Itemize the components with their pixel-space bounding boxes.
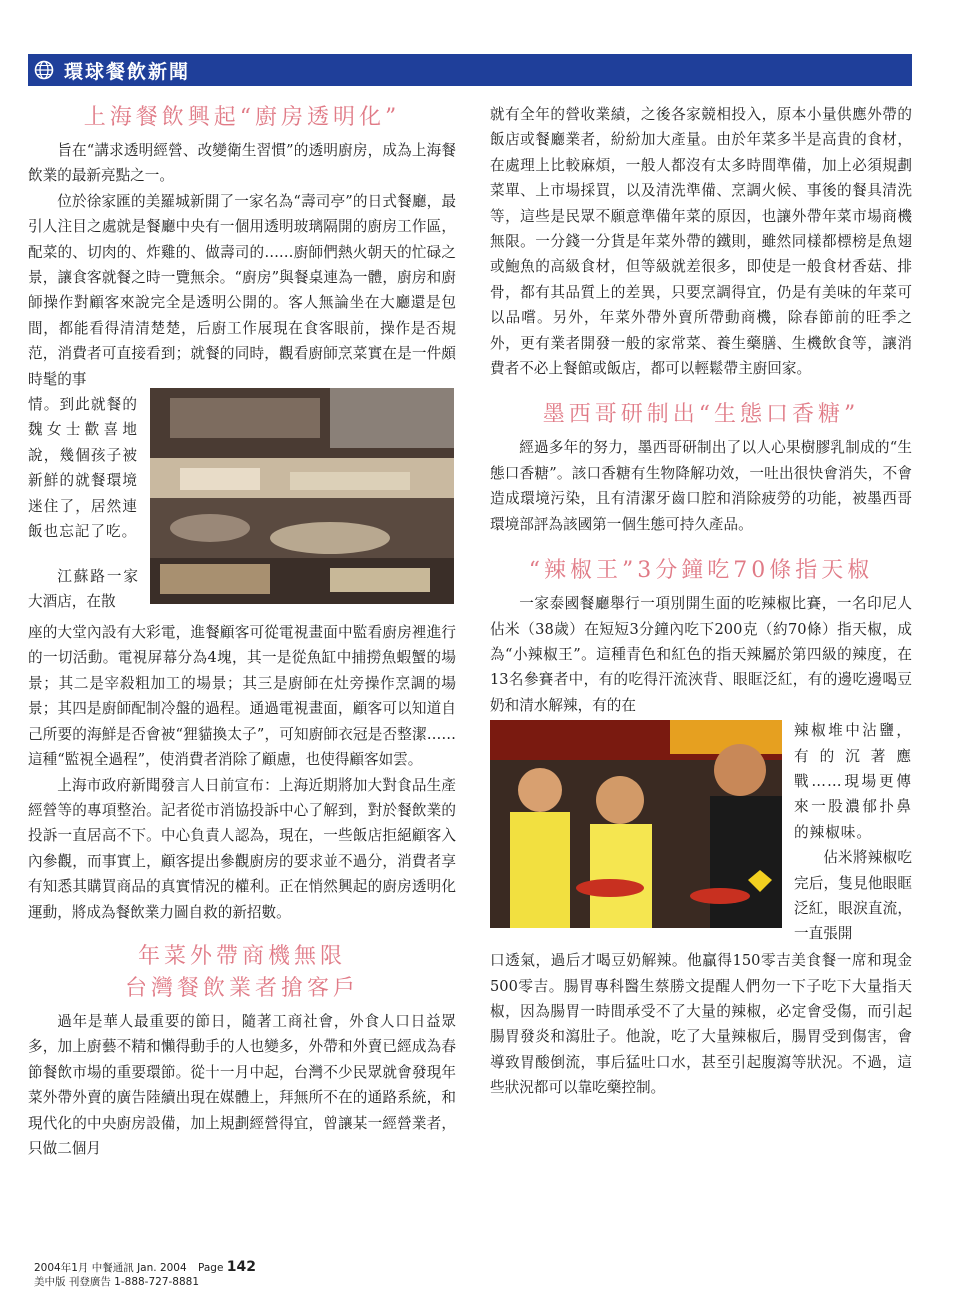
chili-contest-photo [490, 720, 782, 928]
mexico-headline: 墨西哥研制出“生態口香糖” [542, 402, 860, 428]
taiwan-paragraph-1: 過年是華人最重要的節日，隨著工商社會，外食人口日益眾多，加上廚藝不精和懶得動手的人也變多，外帶和外賣已經成為春節餐飲市場的重要環節。從十一月中起，台灣不少民眾就會發現年菜外帶外賣的廣告陸續出現在媒體上，拜無所不在的通路系統，和現代化的中央廚房設備，加上規劃經營得宜，曾讓某一經營業者，只做二個月 [28, 1012, 456, 1157]
shanghai-paragraph-1: 旨在“講求透明經營、改變衛生習慣”的透明廚房，成為上海餐飲業的最新亮點之一。 [28, 142, 456, 185]
shanghai-paragraph-3-start: 江蘇路一家大酒店，在散 [28, 568, 138, 611]
left-column [28, 102, 456, 1161]
kitchen-wrap [28, 392, 456, 620]
mexico-paragraph-1: 經過多年的努力，墨西哥研制出了以人心果樹膠乳制成的“生態口香糖”。該口香糖有生物降解功效，一吐出很快會消失，不會造成環境污染，且有清潔牙齒口腔和消除疲勞的功能，被墨西哥環境部評為該國第一個生態可持久產品。 [490, 439, 912, 533]
chili-paragraph-1: 一家泰國餐廳舉行一項別開生面的吃辣椒比賽，一名印尼人佔米（38歲）在短短3分鐘內吃下200克（約70條）指天椒，成為“小辣椒王”。這種青色和紅色的指天辣屬於第四級的辣度，在13名參賽者中，有的吃得汗流浹背、眼眶泛紅，有的邊吃邊喝豆奶和清水解辣，有的在 [490, 595, 912, 714]
shanghai-headline: 上海餐飲興起“廚房透明化” [83, 105, 401, 130]
taiwan-headline-2: 台灣餐飲業者搶客戶 [124, 975, 359, 1001]
taiwan-headline-1: 年菜外帶商機無限 [137, 943, 346, 969]
chili-headline: “辣椒王”3分鐘吃70條指天椒 [528, 558, 874, 584]
globe-icon [34, 60, 54, 80]
open-kitchen-photo [150, 388, 454, 604]
footer-issue: 2004年1月 中餐通訊 Jan. 2004 [34, 1262, 187, 1274]
chili-wrap [490, 718, 912, 948]
page-number: 142 [226, 1259, 257, 1275]
section-header-bar [28, 54, 912, 86]
footer-line-2: 美中版 刊登廣告 1-888-727-8881 [34, 1276, 200, 1288]
shanghai-paragraph-4: 上海市政府新聞發言人日前宣布：上海近期將加大對食品生產經營等的專項整治。記者從市消協投訴中心了解到，對於餐飲業的投訴一直居高不下。中心負責人認為，現在，一些飯店拒絕顧客入內參觀，而事實上，顧客提出參觀廚房的要求並不過分，消費者享有知悉其購買商品的真實情況的權利。正在悄然興起的廚房透明化運動，將成為餐飲業力圖自救的新招數。 [28, 776, 456, 921]
shanghai-paragraph-2-continued: 情。到此就餐的魏女士歡喜地說，幾個孩子被新鮮的就餐環境迷住了，居然連飯也忘記了吃。 [28, 396, 138, 541]
footer-page-label: Page [198, 1262, 224, 1274]
shanghai-paragraph-2: 位於徐家匯的美羅城新開了一家名為“壽司亭”的日式餐廳，最引人注目之處就是餐廳中央有一個用透明玻璃隔開的廚房工作區，配菜的、切肉的、炸雞的、做壽司的……廚師們熱火朝天的忙碌之景，讓食客就餐之時一覽無余。“廚房”與餐桌連為一體，廚房和廚師操作對顧客來說完全是透明公開的。客人無論坐在大廳還是包間，都能看得清清楚楚，后廚工作展現在食客眼前，操作是否規范，消費者可直接看到；就餐的同時，觀看廚師烹菜實在是一件頗時髦的事 [28, 192, 456, 388]
shanghai-paragraph-3: 座的大堂內設有大彩電，進餐顧客可從電視畫面中監看廚房裡進行的一切活動。電視屏幕分為4塊，其一是從魚缸中捕撈魚蝦蟹的場景；其二是宰殺粗加工的場景；其三是廚師在灶旁操作烹調的場景；其四是廚師配制冷盤的過程。通過電視畫面，顧客可以知道自己所要的海鮮是否會被“狸貓換太子”，可知廚師衣冠是否整潔……這種“監視全過程”，使消費者消除了顧慮，也使得顧客如雲。 [28, 624, 456, 769]
chili-paragraph-2-start: 佔米將辣椒吃完后，隻見他眼眶泛紅，眼淚直流，一直張開 [794, 849, 912, 943]
taiwan-paragraph-2: 就有全年的營收業績，之後各家競相投入，原本小量供應外帶的飯店或餐廳業者，紛紛加大產量。由於年菜多半是高貴的食材，在處理上比較麻煩，一般人都沒有太多時間準備，加上必須規劃菜單、上市場採買，以及清洗準備、烹調火候、事後的餐具清洗等，這些是民眾不願意準備年菜的原因，也讓外帶年菜市場商機無限。一分錢一分貨是年菜外帶的鐵則，雖然同樣都標榜是魚翅或鮑魚的高級食材，但等級就差很多，即使是一般食材香菇、排骨，都有其品質上的差異，只要烹調得宜，仍是有美味的年菜可以品嚐。另外，年菜外帶外賣所帶動商機，除春節前的旺季之外，更有業者開發一般的家常菜、養生藥膳、生機飲食等，讓消費者不必上餐館或飯店，都可以輕鬆帶主廚回家。 [490, 106, 912, 378]
right-column [490, 102, 912, 1101]
page-footer [34, 1260, 434, 1289]
footer-line-1 [34, 1260, 434, 1275]
chili-paragraph-1-continued: 辣椒堆中沾鹽，有的沉著應戰……現場更傳來一股濃郁扑鼻的辣椒味。 [794, 722, 912, 841]
chili-paragraph-2: 口透氣，過后才喝豆奶解辣。他贏得150零吉美食餐一席和現金500零吉。腸胃專科醫生蔡勝文提醒人們勿一下子吃下大量指天椒，因為腸胃一時間承受不了大量的辣椒，必定會受傷，而引起腸胃發炎和瀉肚子。他說，吃了大量辣椒后，腸胃受到傷害，會導致胃酸倒流，事后猛吐口水，甚至引起腹瀉等狀況。不過，這些狀況都可以靠吃藥控制。 [490, 952, 912, 1097]
section-title: 環球餐飲新聞 [64, 60, 191, 83]
